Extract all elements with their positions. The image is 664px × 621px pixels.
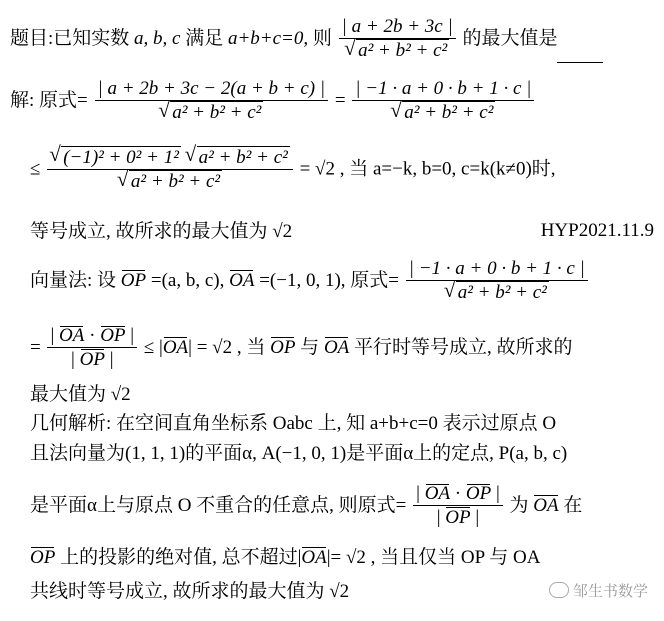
solution-den-3: a² + b² + c² — [130, 171, 221, 192]
parallel-text: 平行时等号成立, 故所求的 — [354, 336, 573, 358]
geometry-line-1: 几何解析: 在空间直角坐标系 Oabc 上, 知 a+b+c=0 表示过原点 O — [30, 413, 557, 434]
watermark — [549, 580, 648, 601]
cauchy-term-1: (−1)² + 0² + 1² — [63, 147, 179, 168]
geometry-line-3a: 是平面α上与原点 O 不重合的任意点, 则原式= — [30, 494, 407, 516]
vector-line-1 — [30, 258, 590, 305]
vector-op-4: OP — [270, 336, 296, 358]
vector-oa-2: OA — [59, 325, 85, 346]
problem-mid: 满足 — [185, 27, 224, 49]
vector-oa: OA — [229, 269, 255, 291]
solution-num-3 — [47, 146, 293, 170]
vector-num-1: | −1 · a + 0 · b + 1 · c | — [406, 258, 588, 281]
solution-den-1: a² + b² + c² — [172, 102, 262, 123]
wechat-icon — [549, 582, 569, 598]
geometry-line-3b: 为 — [509, 494, 529, 516]
problem-suffix: 的最大值是 — [462, 27, 558, 49]
cauchy-term-2: a² + b² + c² — [198, 147, 288, 168]
vector-op: OP — [120, 269, 147, 291]
vector-fraction-2 — [47, 325, 137, 372]
solution-label: 解: 原式= — [10, 89, 88, 111]
geometry-line-4b: |= √2 , 当且仅当 OP 与 OA — [326, 547, 541, 568]
solution-fraction-2 — [352, 78, 534, 125]
problem-vars: a, b, c — [134, 27, 181, 49]
solution-num-1: | a + 2b + 3c − 2(a + b + c) | — [95, 78, 329, 101]
vector-op-5: OP — [465, 483, 492, 504]
problem-then: 则 — [312, 27, 332, 49]
problem-denominator: a² + b² + c² — [358, 40, 448, 61]
geometry-line-4a: 上的投影的绝对值, 总不超过| — [60, 547, 302, 568]
solution-line-1 — [10, 78, 536, 125]
vector-fraction-1 — [406, 258, 588, 305]
vector-label: 向量法: 设 — [30, 269, 117, 291]
geometry-line-3c: 在 — [563, 494, 583, 516]
op-definition: =(a, b, c), — [150, 269, 225, 291]
vector-oa-7: OA — [301, 547, 327, 568]
problem-condition: a+b+c=0, — [227, 27, 309, 49]
problem-numerator: | a + 2b + 3c | — [339, 16, 456, 39]
vector-line-2 — [30, 325, 573, 372]
vector-op-3: OP — [79, 349, 105, 370]
vector-oa-4: OA — [323, 336, 350, 358]
answer-blank — [557, 44, 603, 63]
op-magnitude: | OP | — [71, 349, 114, 370]
geometry-line-3 — [30, 483, 582, 530]
vector-oa-5: OA — [424, 483, 451, 504]
le-sign: ≤ — [30, 158, 41, 180]
geometry-line-2: 且法向量为(1, 1, 1)的平面α, A(−1, 0, 1)是平面α上的定点, P(a, b, c) — [30, 443, 568, 464]
signature: HYP2021.11.9 — [540, 220, 654, 241]
vector-op-2: OP — [100, 325, 126, 346]
solution-line-2 — [30, 146, 556, 194]
projection-fraction: $\frac{| OA \cdot OP |}{| OP |}$ — [413, 483, 503, 530]
equality-condition: = √2 , 当 a=−k, b=0, c=k(k≠0)时, — [299, 158, 556, 180]
geometry-line-5: 共线时等号成立, 故所求的最大值为 √2 — [30, 581, 350, 602]
vector-op-6: OP — [445, 507, 471, 528]
equals-sign-2: = — [30, 336, 41, 358]
problem-fraction — [339, 16, 456, 63]
geometry-line-4 — [30, 546, 540, 570]
solution-num-2: | −1 · a + 0 · b + 1 · c | — [352, 78, 534, 101]
oa-definition: =(−1, 0, 1), 原式= — [259, 269, 399, 291]
solution-fraction-1 — [95, 78, 329, 125]
solution-fraction-3 — [47, 146, 293, 194]
problem-prefix: 题目:已知实数 — [10, 27, 130, 49]
equals-sign: = — [334, 89, 346, 111]
le-bar: ≤ | — [143, 336, 163, 358]
vector-den-1: a² + b² + c² — [457, 282, 547, 303]
watermark-text: 邹生书数学 — [572, 582, 648, 600]
conjunction-and: 与 — [300, 336, 320, 358]
vector-conclusion: 最大值为 √2 — [30, 384, 131, 405]
solution-conclusion: 等号成立, 故所求的最大值为 √2 — [30, 221, 293, 242]
dot-operator: · — [89, 325, 96, 346]
vector-oa-3: OA — [162, 336, 189, 358]
vector-oa-6: OA — [533, 494, 559, 516]
bar-close: | = √2 , 当 — [188, 336, 266, 358]
vector-op-7: OP — [30, 547, 56, 568]
problem-line — [10, 16, 603, 63]
solution-den-2: a² + b² + c² — [404, 102, 494, 123]
dot-product: | OA · OP | — [47, 325, 137, 348]
